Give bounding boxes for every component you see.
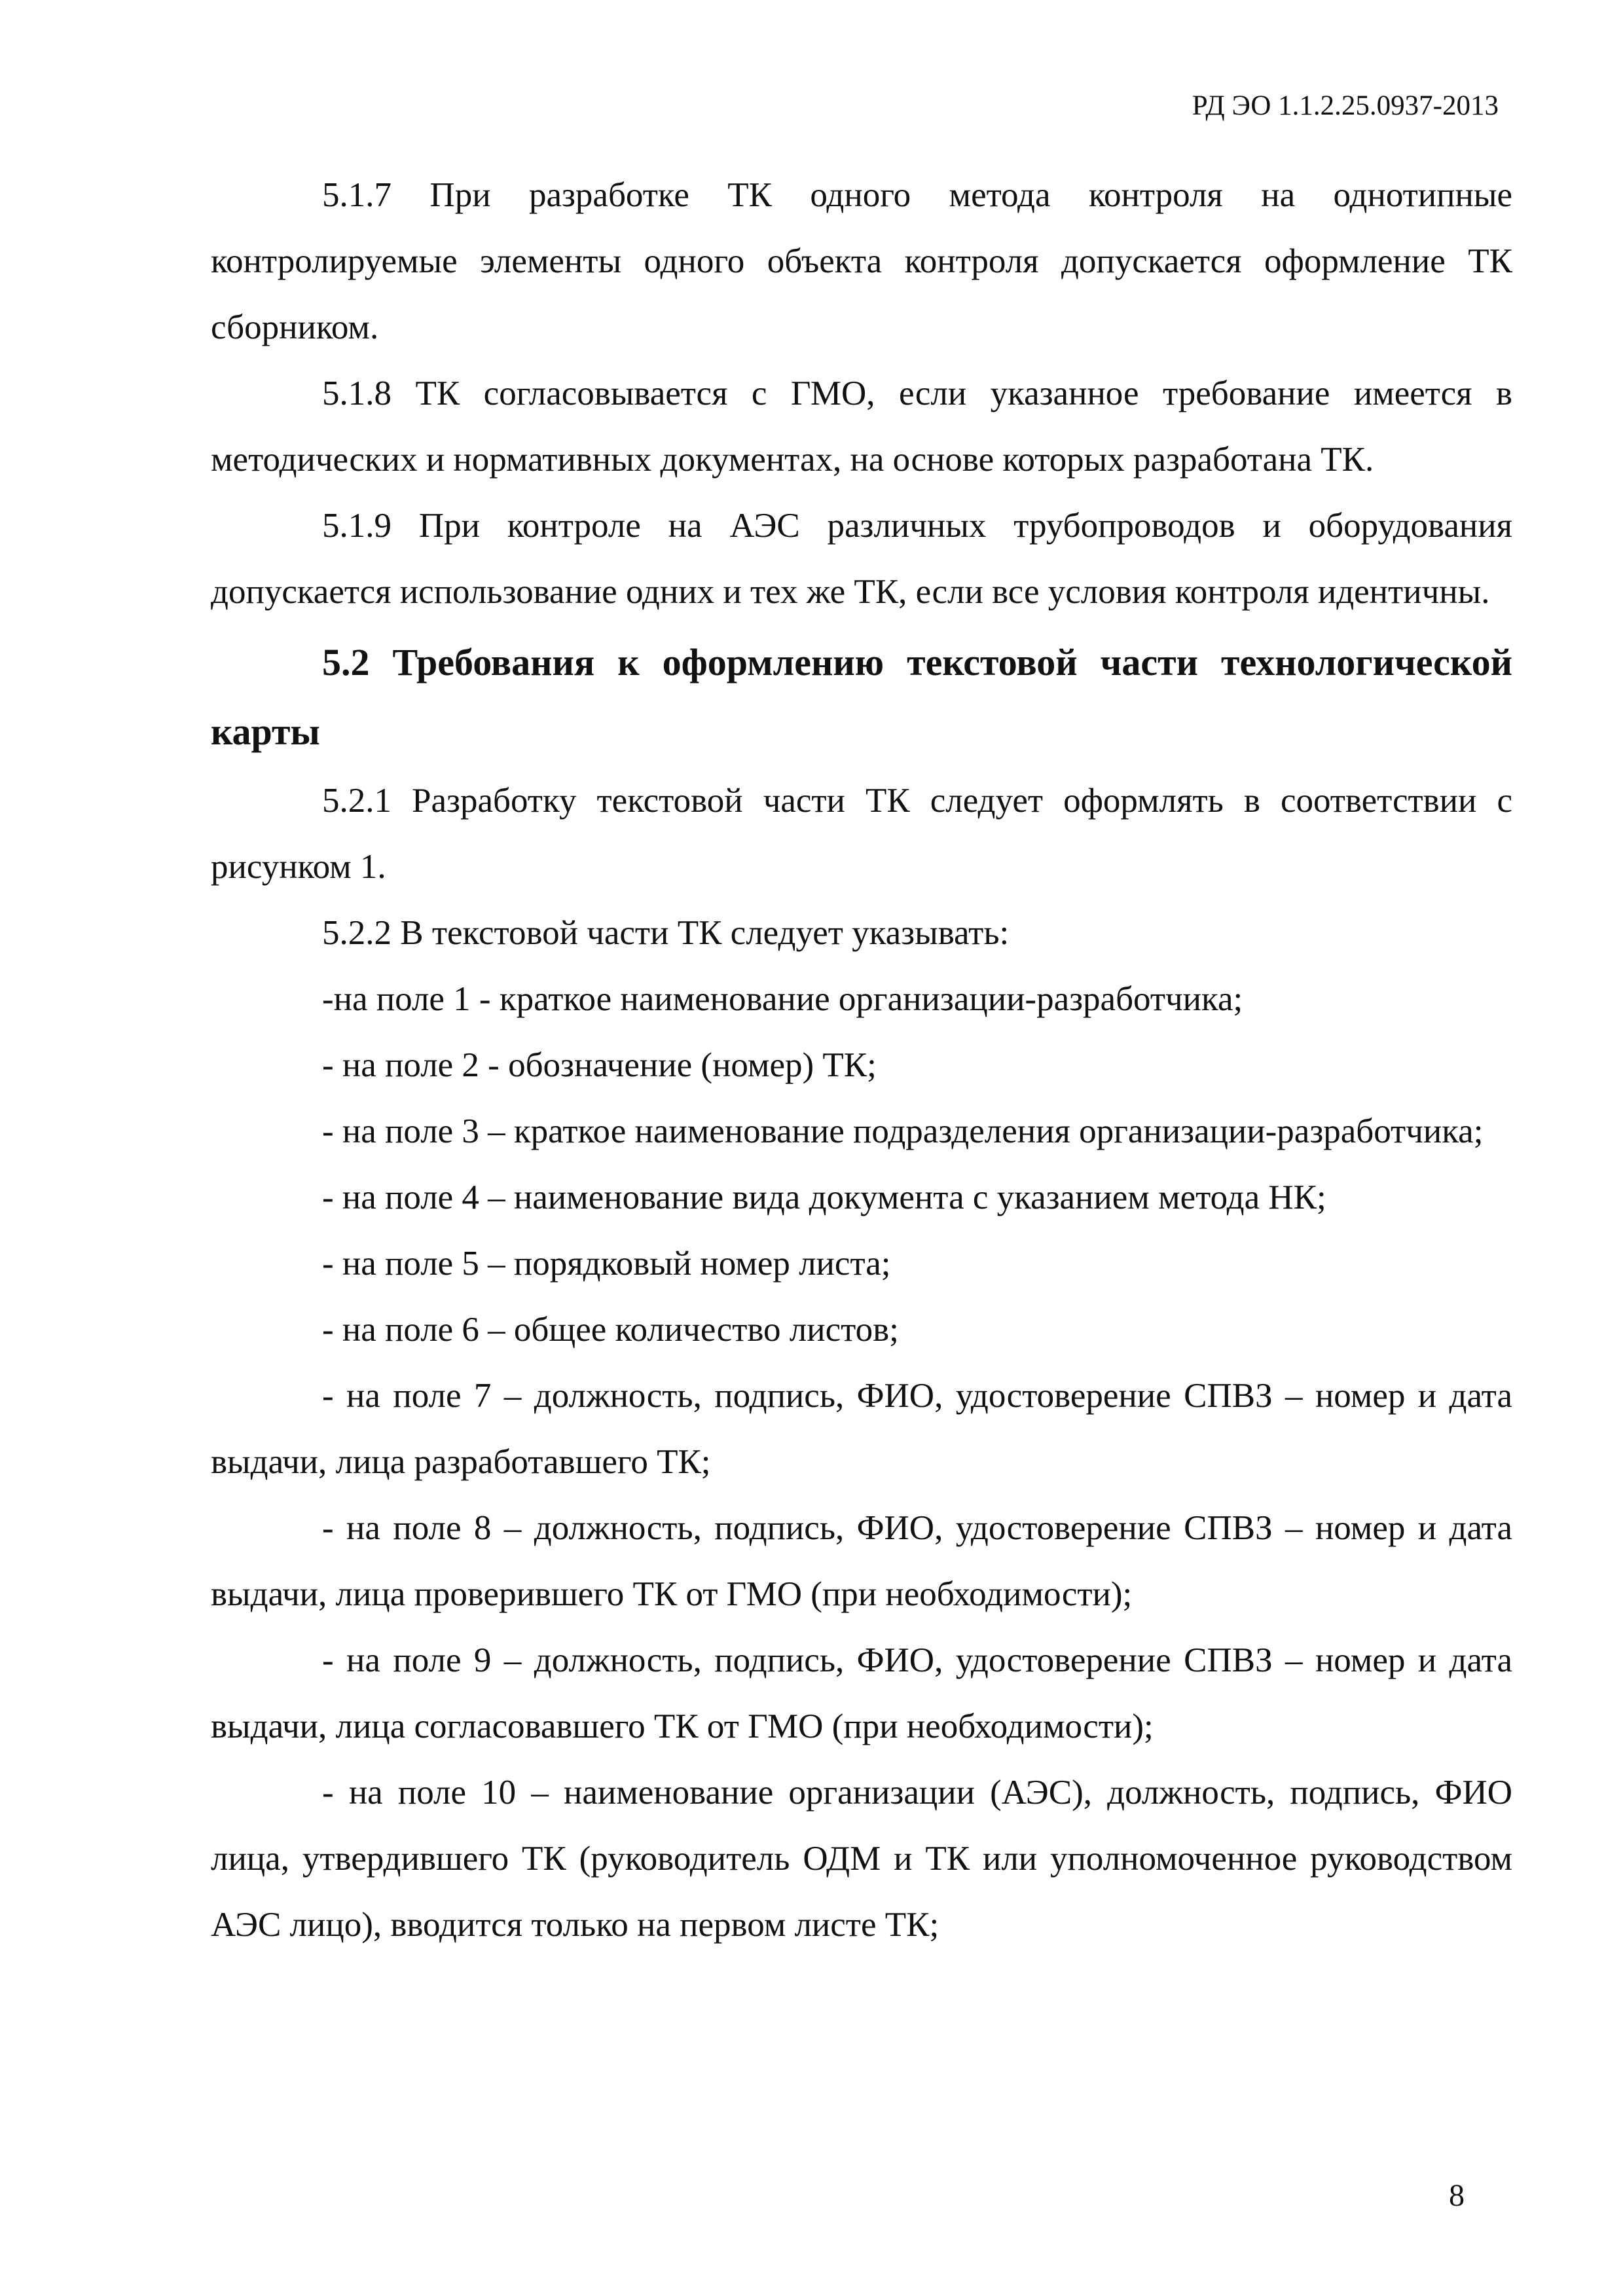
page-number: 8: [1449, 2178, 1465, 2213]
field-item-5: - на поле 5 – порядковый номер листа;: [322, 1245, 891, 1283]
field-item-2: - на поле 2 - обозначение (номер) ТК;: [322, 1046, 877, 1084]
field-item-3: - на поле 3 – краткое наименование подразделения организации-разработчика;: [322, 1112, 1484, 1150]
field-item-4: - на поле 4 – наименование вида документа с указанием метода НК;: [322, 1178, 1326, 1216]
paragraph-5-1-7: 5.1.7 При разработке ТК одного метода контроля на однотипные контролируемые элементы одного объекта контроля допускается оформление ТК сборником.: [211, 176, 1512, 346]
paragraph-5-1-9: 5.1.9 При контроле на АЭС различных трубопроводов и оборудования допускается использование одних и тех же ТК, если все условия контроля идентичны.: [211, 507, 1512, 611]
field-item-10: - на поле 10 – наименование организации (АЭС), должность, подпись, ФИО лица, утвердившего ТК (руководитель ОДМ и ТК или уполномоченное руководством АЭС лицо), вводится только на первом листе ТК;: [211, 1774, 1512, 1944]
document-code: РД ЭО 1.1.2.25.0937-2013: [1192, 90, 1499, 121]
field-item-8: - на поле 8 – должность, подпись, ФИО, удостоверение СПВЗ – номер и дата выдачи, лица проверившего ТК от ГМО (при необходимости);: [211, 1509, 1512, 1613]
paragraph-5-2-1: 5.2.1 Разработку текстовой части ТК следует оформлять в соответствии с рисунком 1.: [211, 782, 1512, 886]
section-heading-5-2: 5.2 Требования к оформлению текстовой части технологической карты: [211, 641, 1512, 753]
field-item-1: -на поле 1 - краткое наименование организации-разработчика;: [322, 980, 1243, 1018]
document-body: [211, 162, 1512, 1958]
paragraph-5-1-8: 5.1.8 ТК согласовывается с ГМО, если указанное требование имеется в методических и нормативных документах, на основе которых разработана ТК.: [211, 374, 1512, 479]
paragraph-5-2-2: 5.2.2 В текстовой части ТК следует указывать:: [322, 914, 1010, 952]
field-item-7: - на поле 7 – должность, подпись, ФИО, удостоверение СПВЗ – номер и дата выдачи, лица разработавшего ТК;: [211, 1377, 1512, 1481]
field-item-6: - на поле 6 – общее количество листов;: [322, 1311, 899, 1349]
field-item-9: - на поле 9 – должность, подпись, ФИО, удостоверение СПВЗ – номер и дата выдачи, лица согласовавшего ТК от ГМО (при необходимости);: [211, 1641, 1512, 1745]
